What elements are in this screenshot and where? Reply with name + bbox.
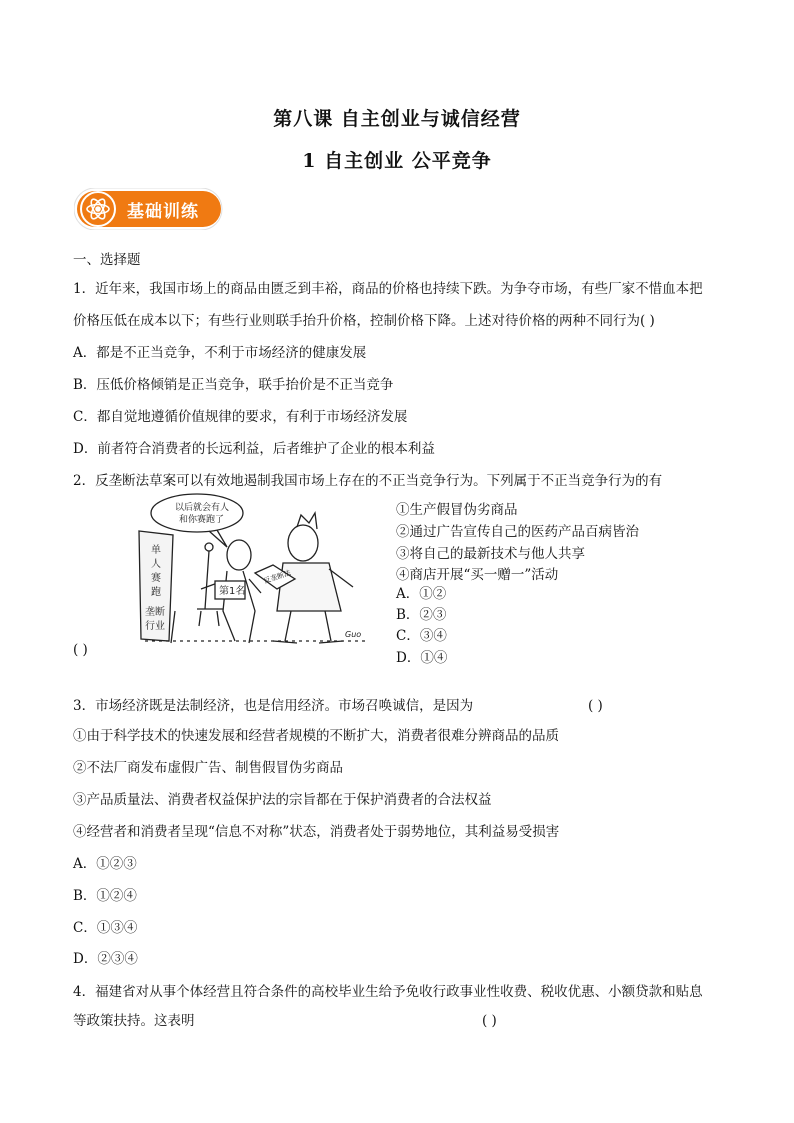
monopoly-sign-line-1: 垄断 (145, 607, 165, 618)
q2-statement-2: ②通过广告宣传自己的医药产品百病皆治 (396, 524, 639, 540)
paper-label: 反垄断法 (262, 568, 292, 586)
q4-stem-line2: 等政策扶持。这表明 (73, 1013, 195, 1029)
q3-option-b: B．①②④ (73, 888, 137, 904)
track-sign-char-2: 人 (151, 559, 161, 570)
q2-answer-paren: ( ) (73, 642, 88, 658)
q3-answer-paren: ( ) (588, 698, 603, 714)
q3-statement-3: ③产品质量法、消费者权益保护法的宗旨都在于保护消费者的合法权益 (73, 792, 492, 808)
q4-stem-line1: 4．福建省对从事个体经营且符合条件的高校毕业生给予免收行政事业性收费、税收优惠、小额贷款和贴息 (73, 984, 703, 1000)
track-sign-char-4: 跑 (151, 587, 161, 598)
basic-training-badge (74, 188, 226, 230)
runner-bib: 第1名 (219, 586, 246, 597)
q1-stem-line2: 价格压低在成本以下；有些行业则联手抬升价格，控制价格下降。上述对待价格的两种不同行为( ) (73, 313, 655, 329)
q3-option-a: A．①②③ (73, 856, 137, 872)
track-sign-char-3: 赛 (151, 573, 161, 584)
monopoly-sign-line-2: 行业 (145, 621, 165, 632)
q2-option-c: C．③④ (396, 628, 447, 644)
q3-statement-2: ②不法厂商发布虚假广告、制售假冒伪劣商品 (73, 760, 343, 776)
q2-option-b: B．②③ (396, 607, 447, 623)
q1-option-d: D．前者符合消费者的长远利益，后者维护了企业的根本利益 (73, 441, 435, 457)
q2-statement-3: ③将自己的最新技术与他人共享 (396, 546, 585, 562)
q4-answer-paren: ( ) (482, 1013, 497, 1029)
q3-stem: 3．市场经济既是法制经济，也是信用经济。市场召唤诚信，是因为 (73, 698, 474, 714)
q1-stem-line1: 1．近年来，我国市场上的商品由匮乏到丰裕，商品的价格也持续下跌。为争夺市场，有些厂家不惜血本把 (73, 281, 703, 297)
section-title: 1 自主创业 公平竞争 (302, 150, 492, 172)
q2-statement-1: ①生产假冒伪劣商品 (396, 502, 518, 518)
track-sign-char-1: 单 (151, 545, 161, 556)
q1-option-b: B．压低价格倾销是正当竞争，联手抬价是不正当竞争 (73, 377, 394, 393)
q3-statement-1: ①由于科学技术的快速发展和经营者规模的不断扩大，消费者很难分辨商品的品质 (73, 728, 559, 744)
speech-line-1: 以后就会有人 (175, 503, 230, 513)
q1-option-c: C．都自觉地遵循价值规律的要求，有利于市场经济发展 (73, 409, 408, 425)
q1-option-a: A．都是不正当竞争，不利于市场经济的健康发展 (73, 345, 367, 361)
q2-statement-4: ④商店开展“买一赠一”活动 (396, 567, 559, 583)
q3-option-c: C．①③④ (73, 920, 138, 936)
lesson-title: 第八课 自主创业与诚信经营 (273, 108, 521, 130)
speech-line-2: 和你赛跑了 (179, 515, 225, 525)
q3-statement-4: ④经营者和消费者呈现“信息不对称”状态，消费者处于弱势地位，其利益易受损害 (73, 824, 560, 840)
q2-option-a: A．①② (396, 586, 447, 602)
monopoly-cartoon (131, 491, 375, 648)
cartoon-drawing (131, 491, 375, 648)
badge-label: 基础训练 (127, 202, 199, 222)
artist-signature: Guo (345, 630, 362, 639)
q2-option-d: D．①④ (396, 650, 448, 666)
section-heading: 一、选择题 (73, 252, 141, 268)
q2-stem: 2．反垄断法草案可以有效地遏制我国市场上存在的不正当竞争行为。下列属于不正当竞争行为的有 (73, 473, 663, 489)
q3-option-d: D．②③④ (73, 951, 138, 967)
